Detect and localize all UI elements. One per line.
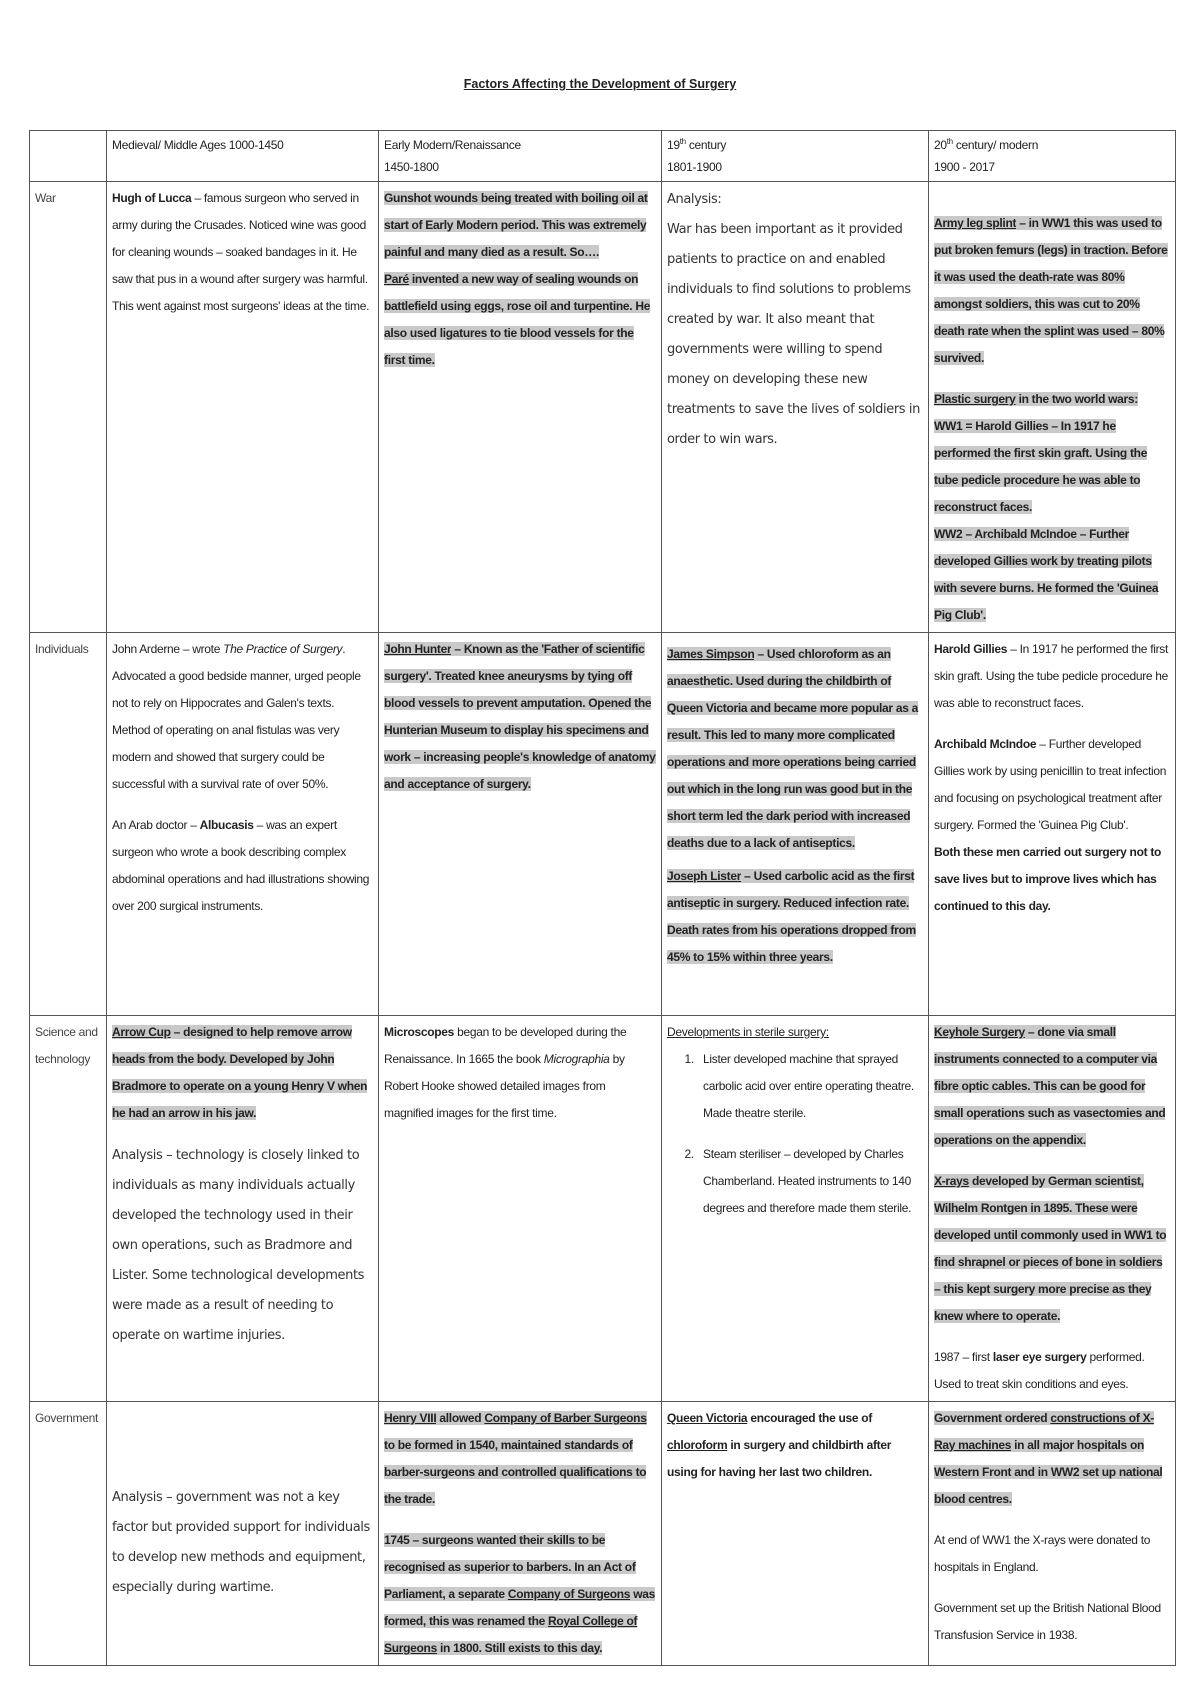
header-row [30,131,1176,182]
government-20th-text-3: Government set up the British National Blood Transfusion Service in 1938. [934,1601,1161,1642]
war-medieval-name: Hugh of Lucca [112,191,192,205]
science-19th-cell [662,1016,929,1402]
science-medieval-analysis: Analysis – technology is closely linked to individuals as many individuals actually developed the technology used in their own operations, such as Bradmore and Lister. Some technological developments were made as a result of needing to operate on wartime injuries. [112,1148,365,1343]
header-20th-number: 20 [934,138,947,152]
header-20th-dates: 1900 - 2017 [934,160,995,174]
header-empty-cell [30,131,107,182]
science-early-modern-cell [379,1016,662,1402]
science-20th-text-3a: 1987 – first [934,1350,993,1364]
header-19th-sup: th [679,137,686,146]
header-20th-label [934,134,1170,156]
individuals-medieval-book: The Practice of Surgery [223,642,343,656]
government-early-name-barber-surgeons: Company of Barber Surgeons [484,1411,647,1425]
science-19th-list [667,1046,923,1222]
war-20th-cell [929,182,1176,633]
government-19th-text-1: encouraged the use of [747,1411,873,1425]
war-early-highlight-2: invented a new way of sealing wounds on battlefield using eggs, rose oil and turpentine. He also used ligatures to tie blood vessels for the first time. [384,272,651,367]
science-medieval-text: – designed to help remove arrow heads from the body. Developed by John Bradmore to operate on a young Henry V when he had an arrow in his jaw. [112,1025,368,1120]
war-early-modern-cell [379,182,662,633]
government-19th-name-chloroform: chloroform [667,1438,728,1452]
war-20th-text-2: in the two world wars: [1015,392,1138,406]
individuals-20th-mcindoe: Archibald McIndoe [934,737,1037,751]
government-19th-name-victoria: Queen Victoria [667,1411,748,1425]
war-medieval-cell [107,182,379,633]
factors-table [29,130,1176,1666]
individuals-19th-name-simpson: James Simpson [667,647,755,661]
individuals-medieval-text-1: John Arderne – wrote [112,642,224,656]
row-science-technology [30,1016,1176,1402]
government-early-text-2b: was formed, this was renamed the [384,1587,655,1628]
row-individuals [30,633,1176,1016]
row-label-individuals: Individuals [30,633,107,1016]
government-19th-text-2: in surgery and childbirth after using for having her last two children. [667,1438,892,1479]
government-medieval-analysis: Analysis – government was not a key factor but provided support for individuals to develop new methods and equipment, especially during wartime. [112,1490,370,1595]
header-19th-century [662,131,929,182]
science-medieval-name-arrow-cup: Arrow Cup [112,1025,171,1039]
header-early-modern [379,131,662,182]
science-early-text-1: began to be developed during the Renaissance. In 1665 the book [384,1025,627,1066]
individuals-medieval-text-2: . Advocated a good bedside manner, urged people not to rely on Hippocrates and Galen's texts. Method of operating on anal fistulas was very modern and showed that surgery could be successful with a survival rate of over 50%. [112,642,361,791]
science-20th-text-3b: performed. Used to treat skin conditions and eyes. [934,1350,1145,1391]
science-19th-heading: Developments in sterile surgery: [667,1025,829,1039]
document-title: Factors Affecting the Development of Surgery [463,77,737,91]
government-20th-cell [929,1402,1176,1666]
government-early-text-2a: 1745 – surgeons wanted their skills to be recognised as superior to barbers. In an Act of Parliament, a separate [384,1533,636,1601]
individuals-medieval-cell [107,633,379,1016]
science-20th-name-keyhole: Keyhole Surgery [934,1025,1025,1039]
individuals-medieval-text-4: – was an expert surgeon who wrote a book describing complex abdominal operations and had illustrations showing over 200 surgical instruments. [112,818,370,913]
war-19th-cell [662,182,929,633]
science-early-text-2: by Robert Hooke showed detailed images from magnified images for the first time. [384,1052,625,1120]
header-19th-number: 19 [667,138,680,152]
war-20th-name-leg-splint: Army leg splint [934,216,1017,230]
individuals-early-text: – Known as the 'Father of scientific surgery'. Treated knee aneurysms by tying off blood vessels to prevent amputation. Opened the Hunterian Museum to display his specimens and work – increasing people's knowledge of anatomy and acceptance of surgery. [384,642,656,791]
government-early-name-royal-college: Royal College of Surgeons [384,1614,638,1655]
war-early-highlight-1: Gunshot wounds being treated with boiling oil at start of Early Modern period. This was extremely painful and many died as a result. So…. [384,191,648,259]
government-early-text-1b: to be formed in 1540, maintained standards of barber-surgeons and controlled qualifications to the trade. [384,1438,647,1506]
science-20th-name-xrays: X-rays [934,1174,969,1188]
individuals-medieval-albucasis: Albucasis [199,818,254,832]
science-19th-item-1: 1. Lister developed machine that sprayed carbolic acid over entire operating theatre. Made theatre sterile. [697,1046,923,1127]
war-medieval-text: – famous surgeon who served in army during the Crusades. Noticed wine was good for cleaning wounds – soaked bandages in it. He saw that pus in a wound after surgery was harmful. This went against most surgeons' ideas at the time. [112,191,370,313]
war-20th-text-4: WW2 – Archibald McIndoe – Further developed Gillies work by treating pilots with severe burns. He formed the 'Guinea Pig Club'. [934,527,1159,622]
science-20th-text-2: developed by German scientist, Wilhelm Rontgen in 1895. These were developed until commonly used in WW1 to find shrapnel or pieces of bone in soldiers – this kept surgery more precise as they knew where to operate. [934,1174,1167,1323]
individuals-early-name-hunter: John Hunter [384,642,452,656]
government-20th-text-2: At end of WW1 the X-rays were donated to hospitals in England. [934,1533,1151,1574]
individuals-20th-text-1: – In 1917 he performed the first skin graft. Using the tube pedicle procedure he was able to reconstruct faces. [934,642,1169,710]
government-early-modern-cell [379,1402,662,1666]
science-early-microscopes: Microscopes [384,1025,455,1039]
row-war [30,182,1176,633]
science-20th-cell [929,1016,1176,1402]
government-19th-cell [662,1402,929,1666]
row-label-science-technology: Science and technology [30,1016,107,1402]
header-early-modern-dates: 1450-1800 [384,160,439,174]
header-19th-dates: 1801-1900 [667,160,722,174]
war-20th-text-1: – in WW1 this was used to put broken femurs (legs) in traction. Before it was used the death-rate was 80% amongst soldiers, this was cut to 20% death rate when the splint was used – 80% survived. [934,216,1168,365]
government-20th-name-xray-machines: constructions of X-Ray machines [934,1411,1154,1452]
individuals-19th-text-2: – Used carbolic acid as the first antiseptic in surgery. Reduced infection rate. Death rates from his operations dropped from 45% to 15% within three years. [667,869,916,964]
science-early-book: Micrographia [543,1052,610,1066]
row-government [30,1402,1176,1666]
government-early-name-henry: Henry VIII [384,1411,437,1425]
war-19th-analysis-title: Analysis: [667,192,722,207]
individuals-early-modern-cell [379,633,662,1016]
row-label-war: War [30,182,107,633]
war-early-name-pare: Paré [384,272,409,286]
government-20th-text-1a: Government ordered [934,1411,1051,1425]
header-20th-century [929,131,1176,182]
header-19th-label [667,134,923,156]
header-20th-word: century/ modern [952,138,1039,152]
government-early-text-2c: in 1800. Still exists to this day. [436,1641,603,1655]
government-early-name-company-surgeons: Company of Surgeons [507,1587,631,1601]
individuals-20th-cell [929,633,1176,1016]
individuals-19th-cell [662,633,929,1016]
war-20th-text-3: WW1 = Harold Gillies – In 1917 he performed the first skin graft. Using the tube pedicle procedure he was able to reconstruct faces. [934,419,1148,514]
government-early-text-1a: allowed [436,1411,485,1425]
header-19th-word: century [685,138,727,152]
war-19th-analysis: War has been important as it provided patients to practice on and enabled individuals to find solutions to problems created by war. It also meant that governments were willing to spend money on developing these new treatments to save the lives of soldiers in order to win wars. [667,222,920,447]
individuals-19th-text-1: – Used chloroform as an anaesthetic. Used during the childbirth of Queen Victoria and became more popular as a result. This led to many more complicated operations and more operations being carried out which in the long run was good but in the short term led the dark period with increased deaths due to a lack of antiseptics. [667,647,918,850]
individuals-20th-text-2: – Further developed Gillies work by using penicillin to treat infection and focusing on psychological treatment after surgery. Formed the 'Guinea Pig Club'. [934,737,1167,832]
government-20th-text-1b: in all major hospitals on Western Front and in WW2 set up national blood centres. [934,1438,1163,1506]
science-20th-text-1: – done via small instruments connected to a computer via fibre optic cables. This can be good for small operations such as vasectomies and operations on the appendix. [934,1025,1166,1147]
individuals-medieval-text-3: An Arab doctor – [112,818,200,832]
header-medieval [107,131,379,182]
science-19th-item-2: 2. Steam steriliser – developed by Charles Chamberland. Heated instruments to 140 degrees and therefore made them sterile. [697,1141,923,1222]
war-20th-name-plastic-surgery: Plastic surgery [934,392,1016,406]
individuals-20th-text-3: Both these men carried out surgery not to save lives but to improve lives which has continued to this day. [934,845,1162,913]
science-medieval-cell [107,1016,379,1402]
individuals-19th-name-lister: Joseph Lister [667,869,742,883]
science-20th-laser: laser eye surgery [992,1350,1087,1364]
individuals-20th-gillies: Harold Gillies [934,642,1008,656]
row-label-government: Government [30,1402,107,1666]
header-medieval-label: Medieval/ Middle Ages 1000-1450 [112,138,284,152]
header-20th-sup: th [946,137,953,146]
government-medieval-cell [107,1402,379,1666]
header-early-modern-label: Early Modern/Renaissance [384,138,521,152]
